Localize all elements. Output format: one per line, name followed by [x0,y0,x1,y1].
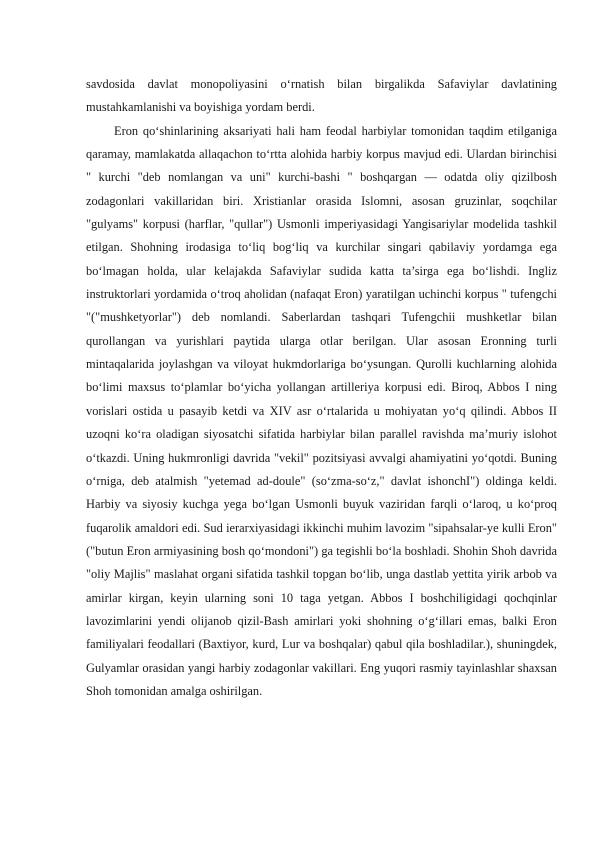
paragraph-continuation: savdosida davlat monopoliyasini o‘rnatish bilan birgalikda Safaviylar davlatining mustahkamlanishi va boyishiga yordam berdi. [86,77,557,115]
document-page [86,73,557,703]
paragraph-military-corps: Eron qo‘shinlarining aksariyati hali ham feodal harbiylar tomonidan taqdim etilganiga qaramay, mamlakatda allaqachon to‘rtta alohida harbiy korpus mavjud edi. Ulardan birinchisi " kurchi "deb nomlangan va uni" kurchi-bashi " boshqargan — odatda oliy qizilbosh zodagonlari vakillaridan biri. Xristianlar orasida Islomni, asosan gruzinlar, soqchilar "gulyams" korpusi (harflar, "qullar") Usmonli imperiyasidagi Yangisariylar modelida tashkil etilgan. Shohning irodasiga to‘liq bog‘liq va kurchilar singari qabilaviy yordamga ega bo‘lmagan holda, ular kelajakda Safaviylar sudida katta ta’sirga ega bo‘lishdi. Ingliz instruktorlari yordamida o‘troq aholidan (nafaqat Eron) yaratilgan uchinchi korpus " tufengchi "("mushketyorlar") deb nomlandi. Saberlardan tashqari Tufengchii mushketlar bilan qurollangan va yurishlari paytida ularga otlar berilgan. Ular asosan Eronning turli mintaqalarida joylashgan va viloyat hukmdorlariga bo‘ysungan. Qurolli kuchlarning alohida bo‘limi maxsus to‘plamlar bo‘yicha yollangan artilleriya korpusi edi. Biroq, Abbos I ning vorislari ostida u pasayib ketdi va XIV asr o‘rtalarida u mohiyatan yo‘q qilindi. Abbos II uzoqni ko‘ra oladigan siyosatchi sifatida harbiylar bilan parallel ravishda ma’muriy islohot o‘tkazdi. Uning hukmronligi davrida "vekil" pozitsiyasi avvalgi ahamiyatini yo‘qotdi. Buning o‘rniga, deb atalmish "yetemad ad-doule" (so‘zma-so‘z," davlat ishonchI") oldinga keldi. Harbiy va siyosiy kuchga yega bo‘lgan Usmonli buyuk vaziridan farqli o‘laroq, u ko‘proq fuqarolik amaldori edi. Sud ierarxiyasidagi ikkinchi muhim lavozim "sipahsalar-ye kulli Eron" ("butun Eron armiyasining bosh qo‘mondoni") ga tegishli bo‘la boshladi. Shohin Shoh davrida "oliy Majlis" maslahat organi sifatida tashkil topgan bo‘lib, unga dastlab yettita yirik arbob va amirlar kirgan, keyin ularning soni 10 taga yetgan. Abbos I boshchiligidagi qochqinlar lavozimlarini yendi olijanob qizil-Bash amirlari yoki shohning o‘g‘illari emas, balki Eron familiyalari feodallari (Baxtiyor, kurd, Lur va boshqalar) qabul qila boshladilar.), shuningdek, Gulyamlar orasidan yangi harbiy zodagonlar vakillari. Eng yuqori rasmiy tayinlashlar shaxsan Shoh tomonidan amalga oshirilgan. [86,123,557,698]
